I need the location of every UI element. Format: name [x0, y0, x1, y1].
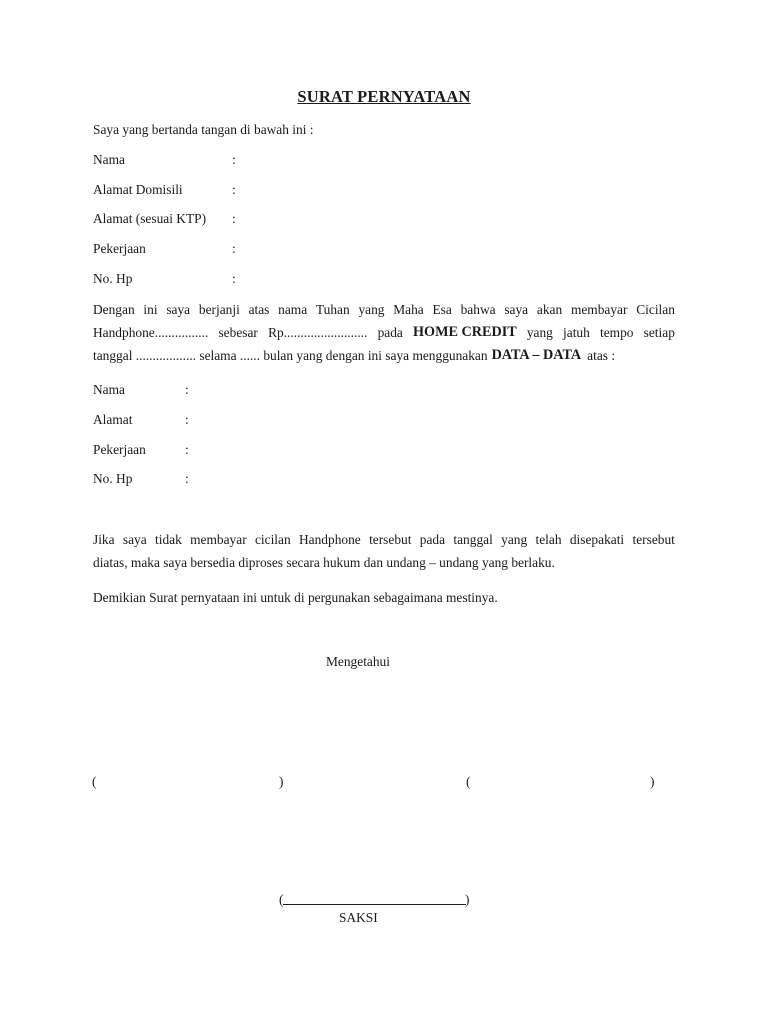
pledge-line-3	[93, 344, 675, 367]
field-nama-colon: :	[232, 152, 236, 167]
word: Cicilan	[636, 302, 675, 317]
pledge-paragraph	[93, 298, 675, 367]
word: Handphone	[299, 532, 361, 547]
field-alamat-ktp-colon: :	[232, 211, 236, 226]
field2-nohp-colon: :	[185, 471, 189, 486]
word: tidak	[155, 532, 182, 547]
word: Esa	[432, 302, 452, 317]
word: yang	[358, 302, 385, 317]
consequence-line-2	[93, 551, 675, 574]
word: tanggal	[453, 532, 493, 547]
field-pekerjaan-colon: :	[232, 241, 236, 256]
saksi-close: )	[465, 892, 470, 907]
word: berjanji	[198, 302, 240, 317]
word: tersebut	[632, 532, 675, 547]
word: Tuhan	[315, 302, 350, 317]
word: cicilan	[254, 532, 291, 547]
field-pekerjaan-label: Pekerjaan	[93, 241, 146, 256]
word: akan	[536, 302, 563, 317]
word: Maha	[393, 302, 424, 317]
consequence-line-2-text: diatas, maka saya bersedia diproses secara hukum dan undang – undang yang berlaku.	[93, 555, 555, 570]
word: atas	[248, 302, 270, 317]
field2-alamat-label: Alamat	[93, 412, 133, 427]
word: pada	[377, 325, 403, 340]
word: yang	[526, 325, 553, 340]
word: bahwa	[460, 302, 496, 317]
word: setiap	[643, 325, 675, 340]
field2-alamat-colon: :	[185, 412, 189, 427]
field2-pekerjaan-label: Pekerjaan	[93, 442, 146, 457]
signature-right-close: )	[650, 774, 655, 789]
data-data-bold: DATA – DATA	[491, 347, 582, 363]
field-nohp-colon: :	[232, 271, 236, 286]
company-name: HOME CREDIT	[413, 324, 517, 340]
signature-left-close: )	[279, 774, 284, 789]
field-nama-label: Nama	[93, 152, 125, 167]
word: sebesar	[218, 325, 258, 340]
field2-nama-colon: :	[185, 382, 189, 397]
consequence-line-1	[93, 528, 675, 551]
field-alamat-ktp-label: Alamat (sesuai KTP)	[93, 211, 207, 226]
word: tempo	[600, 325, 634, 340]
word: yang	[501, 532, 528, 547]
pledge-line-2	[93, 321, 675, 344]
field2-nama-label: Nama	[93, 382, 125, 397]
amount-blank: Rp.........................	[268, 325, 368, 340]
signature-right-open: (	[466, 774, 471, 789]
word: saya	[166, 302, 191, 317]
word: disepakati	[569, 532, 625, 547]
word: membayar	[190, 532, 247, 547]
field-nohp-label: No. Hp	[93, 271, 133, 286]
pledge-line-3-text: tanggal .................. selama ...... bulan yang dengan ini saya menggunakan	[93, 348, 488, 363]
pledge-line-1	[93, 298, 675, 321]
field2-nohp-label: No. Hp	[93, 471, 133, 486]
saksi-label: SAKSI	[339, 910, 378, 925]
saksi-open: (	[279, 892, 284, 907]
word: atas :	[587, 348, 616, 363]
intro-text: Saya yang bertanda tangan di bawah ini :	[93, 122, 314, 137]
word: tersebut	[369, 532, 412, 547]
handphone-blank: Handphone................	[93, 325, 209, 340]
word: ini	[143, 302, 158, 317]
signature-left-open: (	[92, 774, 97, 789]
field2-pekerjaan-colon: :	[185, 442, 189, 457]
field-alamat-domisili-colon: :	[232, 182, 236, 197]
word: saya	[122, 532, 147, 547]
word: Jika	[93, 532, 115, 547]
word: membayar	[570, 302, 628, 317]
saksi-signature-line	[283, 904, 466, 905]
document-title: SURAT PERNYATAAN	[297, 87, 471, 106]
word: pada	[419, 532, 446, 547]
field-alamat-domisili-label: Alamat Domisili	[93, 182, 183, 197]
consequence-paragraph	[93, 528, 675, 574]
closing-text: Demikian Surat pernyataan ini untuk di pergunakan sebagaimana mestinya.	[93, 590, 498, 605]
word: saya	[504, 302, 529, 317]
mengetahui-label: Mengetahui	[326, 654, 390, 669]
word: nama	[278, 302, 308, 317]
word: jatuh	[563, 325, 590, 340]
word: telah	[535, 532, 562, 547]
word: Dengan	[93, 302, 135, 317]
